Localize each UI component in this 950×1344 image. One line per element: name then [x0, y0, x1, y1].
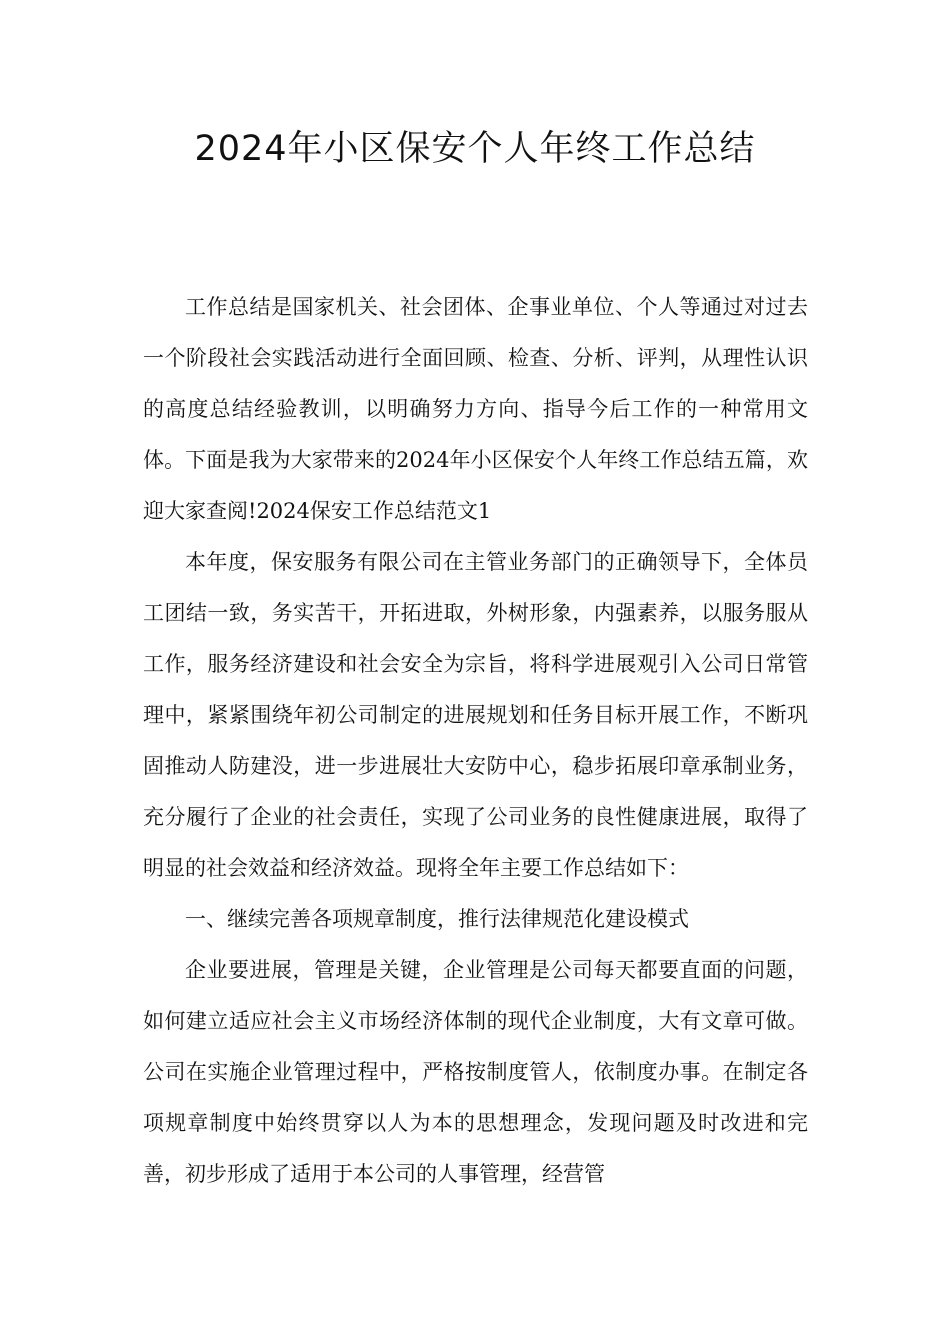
- document-title: 2024年小区保安个人年终工作总结: [194, 129, 756, 169]
- section-paragraph: 企业要进展，管理是关键，企业管理是公司每天都要直面的问题，如何建立适应社会主义市场经济体制的现代企业制度，大有文章可做。公司在实施企业管理过程中，严格按制度管人，依制度办事。在制定各项规章制度中始终贯穿以人为本的思想理念，发现问题及时改进和完善，初步形成了适用于本公司的人事管理，经营管: [143, 958, 808, 1186]
- section-heading: 一、继续完善各项规章制度，推行法律规范化建设模式: [185, 907, 689, 931]
- intro-paragraph: 工作总结是国家机关、社会团体、企事业单位、个人等通过对过去一个阶段社会实践活动进行全面回顾、检查、分析、评判，从理性认识的高度总结经验教训，以明确努力方向、指导今后工作的一种常用文体。下面是我为大家带来的2024年小区保安个人年终工作总结五篇，欢迎大家查阅!2024保安工作总结范文1: [143, 295, 808, 523]
- document-body: [143, 282, 808, 1200]
- summary-paragraph: 本年度，保安服务有限公司在主管业务部门的正确领导下，全体员工团结一致，务实苦干，开拓进取，外树形象，内强素养，以服务服从工作，服务经济建设和社会安全为宗旨，将科学进展观引入公司日常管理中，紧紧围绕年初公司制定的进展规划和任务目标开展工作，不断巩固推动人防建没，进一步进展壮大安防中心，稳步拓展印章承制业务，充分履行了企业的社会责任，实现了公司业务的良性健康进展，取得了明显的社会效益和经济效益。现将全年主要工作总结如下：: [143, 550, 808, 880]
